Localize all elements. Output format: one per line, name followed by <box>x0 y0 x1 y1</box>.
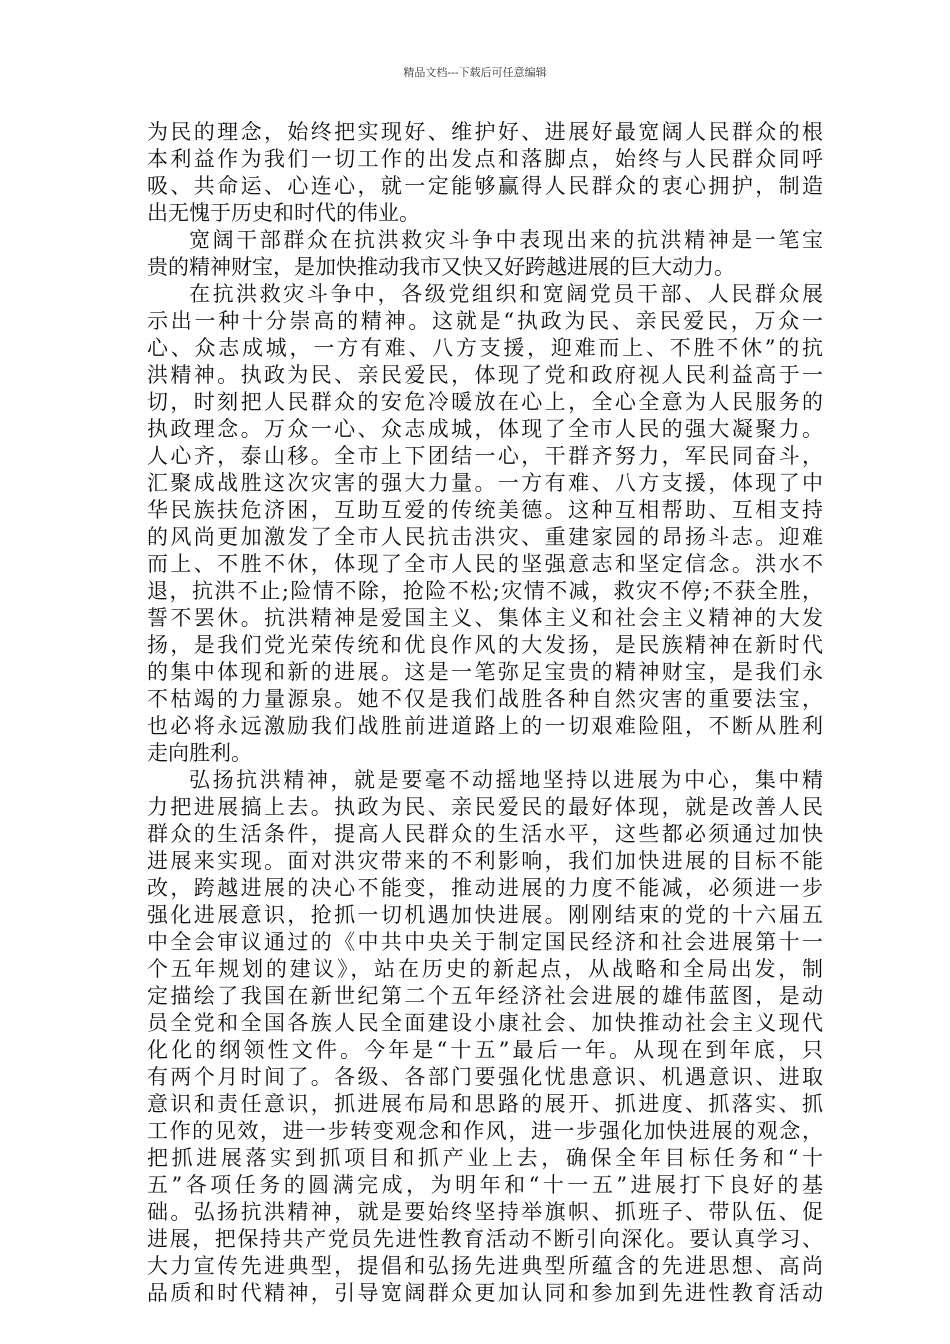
text-line: 洪精神。执政为民、亲民爱民，体现了党和政府视人民利益高于一 <box>147 363 823 387</box>
text-line: 中全会审议通过的《中共中央关于制定国民经济和社会进展第十一 <box>147 930 823 954</box>
page-header: 精品文档---下载后可任意编辑 <box>403 66 547 79</box>
text-line: 工作的见效，进一步转变观念和作风，进一步强化加快进展的观念， <box>147 1119 823 1143</box>
text-line: 改，跨越进展的决心不能变，推动进展的力度不能减，必须进一步 <box>147 876 823 900</box>
text-line: 的风尚更加激发了全市人民抗击洪灾、重建家园的昂扬斗志。迎难 <box>147 525 823 549</box>
text-line: 品质和时代精神，引导宽阔群众更加认同和参加到先进性教育活动 <box>147 1281 823 1305</box>
paragraph-start-line: 弘扬抗洪精神，就是要毫不动摇地坚持以进展为中心，集中精 <box>189 768 823 792</box>
text-line: 个五年规划的建议》，站在历史的新起点，从战略和全局出发，制 <box>147 957 823 981</box>
text-line: 员全党和全国各族人民全面建设小康社会、加快推动社会主义现代 <box>147 1011 823 1035</box>
text-line: 不枯竭的力量源泉。她不仅是我们战胜各种自然灾害的重要法宝， <box>147 687 823 711</box>
text-line: 誓不罢休。抗洪精神是爱国主义、集体主义和社会主义精神的大发 <box>147 606 823 630</box>
text-line: 华民族扶危济困，互助互爱的传统美德。这种互相帮助、互相支持 <box>147 498 823 522</box>
text-line: 也必将永远激励我们战胜前进道路上的一切艰难险阻，不断从胜利 <box>147 714 823 738</box>
text-line: 而上、不胜不休，体现了全市人民的坚强意志和坚定信念。洪水不 <box>147 552 823 576</box>
text-line: 础。弘扬抗洪精神，就是要始终坚持举旗帜、抓班子、带队伍、促 <box>147 1200 823 1224</box>
text-line: 出无愧于历史和时代的伟业。 <box>147 201 420 225</box>
text-line: 定描绘了我国在新世纪第二个五年经济社会进展的雄伟蓝图，是动 <box>147 984 823 1008</box>
text-line: 进展，把保持共产党员先进性教育活动不断引向深化。要认真学习、 <box>147 1227 823 1251</box>
text-line: 有两个月时间了。各级、各部门要强化忧患意识、机遇意识、进取 <box>147 1065 823 1089</box>
text-line: 退，抗洪不止;险情不除，抢险不松;灾情不减，救灾不停;不获全胜， <box>147 579 823 603</box>
text-line: 大力宣传先进典型，提倡和弘扬先进典型所蕴含的先进思想、高尚 <box>147 1254 823 1278</box>
text-line: 群众的生活条件，提高人民群众的生活水平，这些都必须通过加快 <box>147 822 823 846</box>
text-line: 贵的精神财宝，是加快推动我市又快又好跨越进展的巨大动力。 <box>147 255 735 279</box>
text-line: 力把进展搞上去。执政为民、亲民爱民的最好体现，就是改善人民 <box>147 795 823 819</box>
text-line: 五”各项任务的圆满完成，为明年和“十一五”进展打下良好的基 <box>147 1173 823 1197</box>
text-line: 走向胜利。 <box>147 741 252 765</box>
text-line: 执政理念。万众一心、众志成城，体现了全市人民的强大凝聚力。 <box>147 417 823 441</box>
paragraph-start-line: 宽阔干部群众在抗洪救灾斗争中表现出来的抗洪精神是一笔宝 <box>189 228 823 252</box>
text-line: 扬，是我们党光荣传统和优良作风的大发扬，是民族精神在新时代 <box>147 633 823 657</box>
text-line: 人心齐，泰山移。全市上下团结一心，干群齐努力，军民同奋斗， <box>147 444 823 468</box>
text-line: 切，时刻把人民群众的安危冷暖放在心上，全心全意为人民服务的 <box>147 390 823 414</box>
paragraph-start-line: 在抗洪救灾斗争中，各级党组织和宽阔党员干部、人民群众展 <box>189 282 823 306</box>
text-line: 意识和责任意识，抓进展布局和思路的展开、抓进度、抓落实、抓 <box>147 1092 823 1116</box>
text-line: 把抓进展落实到抓项目和抓产业上去，确保全年目标任务和“十 <box>147 1146 823 1170</box>
text-line: 本利益作为我们一切工作的出发点和落脚点，始终与人民群众同呼 <box>147 147 823 171</box>
text-line: 吸、共命运、心连心，就一定能够赢得人民群众的衷心拥护，制造 <box>147 174 823 198</box>
text-line: 示出一种十分崇高的精神。这就是“执政为民、亲民爱民，万众一 <box>147 309 823 333</box>
text-line: 强化进展意识，抢抓一切机遇加快进展。刚刚结束的党的十六届五 <box>147 903 823 927</box>
document-body <box>147 119 823 1307</box>
text-line: 为民的理念，始终把实现好、维护好、进展好最宽阔人民群众的根 <box>147 120 823 144</box>
text-line: 化化的纲领性文件。今年是“十五”最后一年。从现在到年底，只 <box>147 1038 823 1062</box>
text-line: 心、众志成城，一方有难、八方支援，迎难而上、不胜不休”的抗 <box>147 336 823 360</box>
text-line: 的集中体现和新的进展。这是一笔弥足宝贵的精神财宝，是我们永 <box>147 660 823 684</box>
text-line: 进展来实现。面对洪灾带来的不利影响，我们加快进展的目标不能 <box>147 849 823 873</box>
text-line: 汇聚成战胜这次灾害的强大力量。一方有难、八方支援，体现了中 <box>147 471 823 495</box>
